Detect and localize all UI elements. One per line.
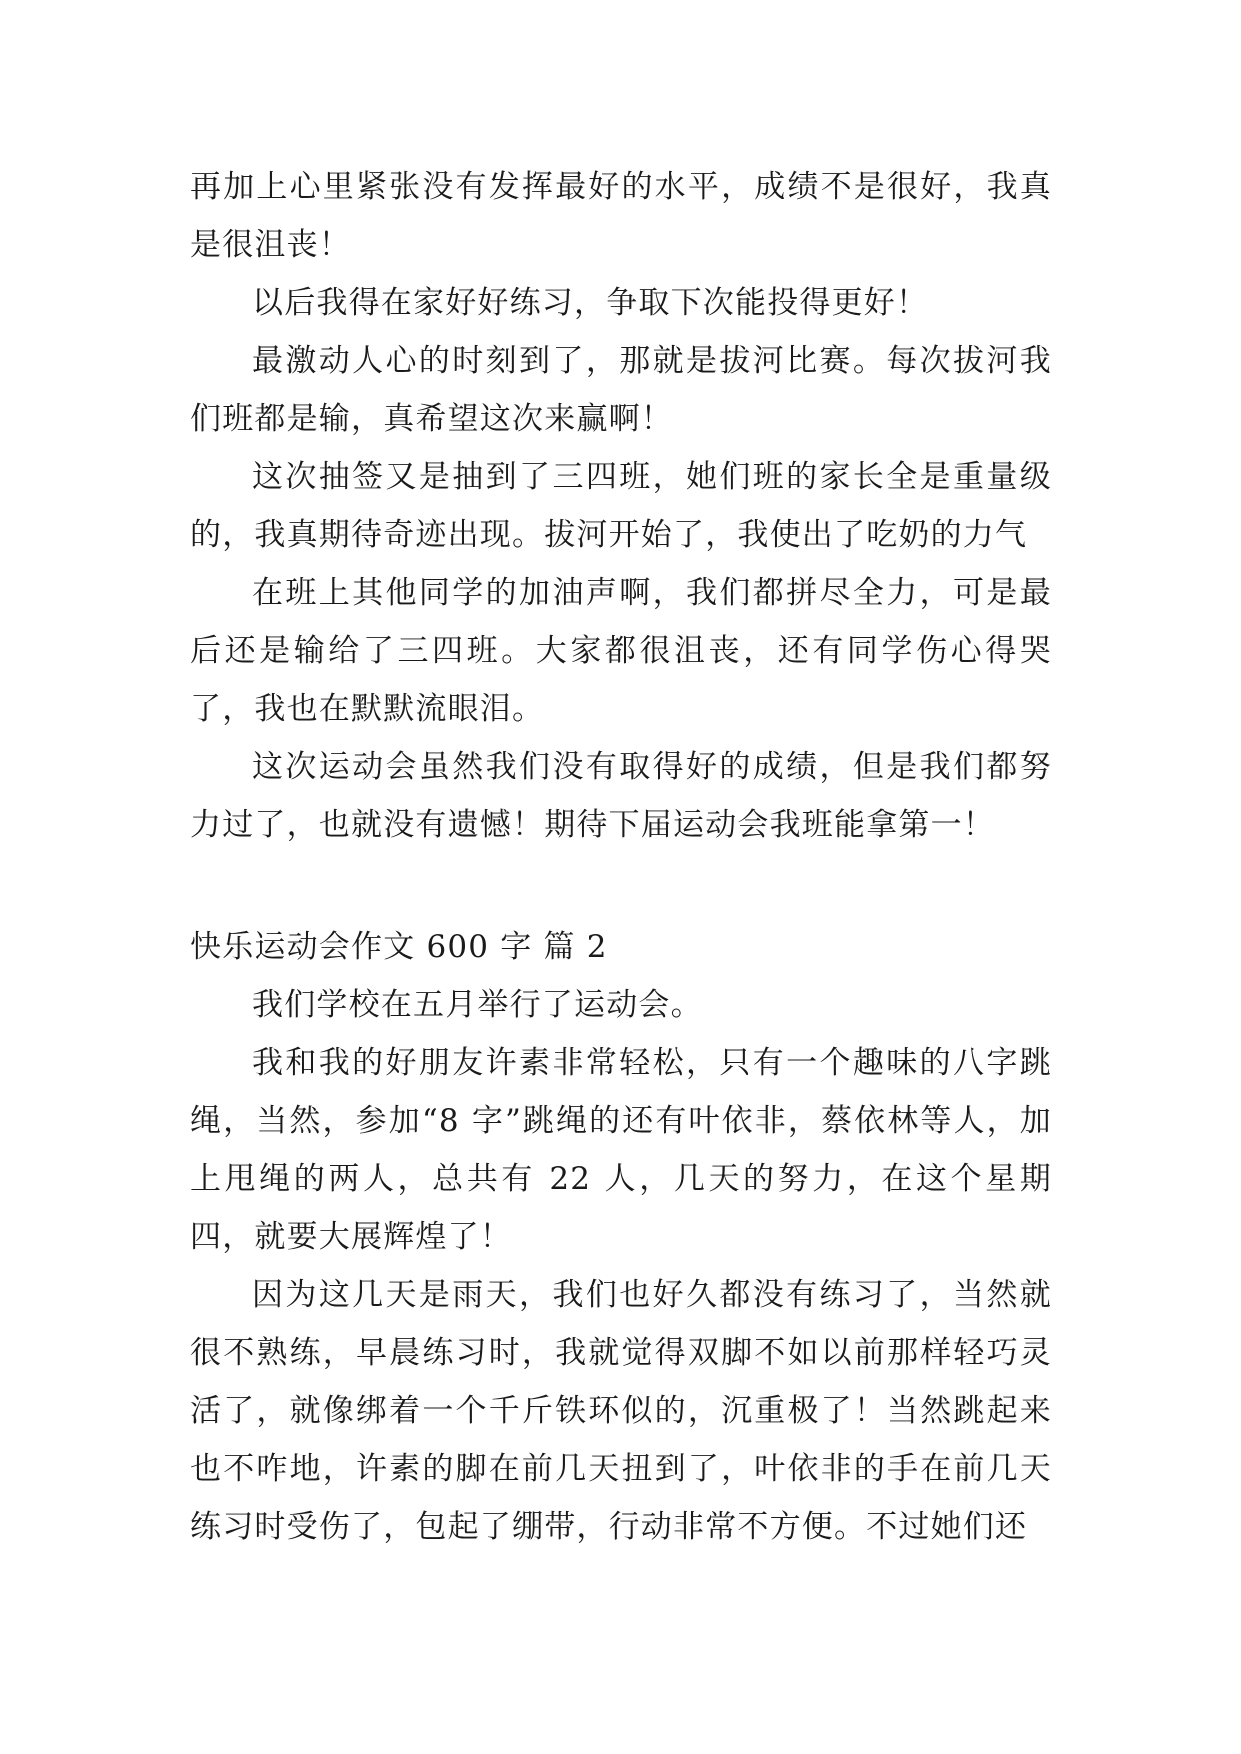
- paragraph: 以后我得在家好好练习，争取下次能投得更好！: [252, 285, 929, 321]
- paragraph: 我们学校在五月举行了运动会。: [252, 987, 703, 1023]
- paragraph: 在班上其他同学的加油声啊，我们都拼尽全力，可是最后还是输给了三四班。大家都很沮丧，还有同学伤心得哭了，我也在默默流眼泪。: [190, 575, 1052, 727]
- article-body: [190, 158, 1052, 1556]
- paragraph-continuation: 再加上心里紧张没有发挥最好的水平，成绩不是很好，我真是很沮丧！: [190, 169, 1052, 263]
- paragraph: 这次运动会虽然我们没有取得好的成绩，但是我们都努力过了，也就没有遗憾！期待下届运动会我班能拿第一！: [190, 749, 1052, 843]
- section-heading: 快乐运动会作文 600 字 篇 2: [190, 929, 608, 965]
- paragraph: 这次抽签又是抽到了三四班，她们班的家长全是重量级的，我真期待奇迹出现。拔河开始了，我使出了吃奶的力气: [190, 459, 1052, 553]
- paragraph: 因为这几天是雨天，我们也好久都没有练习了，当然就很不熟练，早晨练习时，我就觉得双脚不如以前那样轻巧灵活了，就像绑着一个千斤铁环似的，沉重极了！当然跳起来也不咋地，许素的脚在前几天扭到了，叶依非的手在前几天练习时受伤了，包起了绷带，行动非常不方便。不过她们还: [190, 1277, 1052, 1545]
- paragraph: 最激动人心的时刻到了，那就是拔河比赛。每次拔河我们班都是输，真希望这次来赢啊！: [190, 343, 1052, 437]
- paragraph: 我和我的好朋友许素非常轻松，只有一个趣味的八字跳绳，当然，参加“8 字”跳绳的还有叶依非，蔡依林等人，加上甩绳的两人，总共有 22 人，几天的努力，在这个星期四，就要大展辉煌了！: [190, 1045, 1052, 1255]
